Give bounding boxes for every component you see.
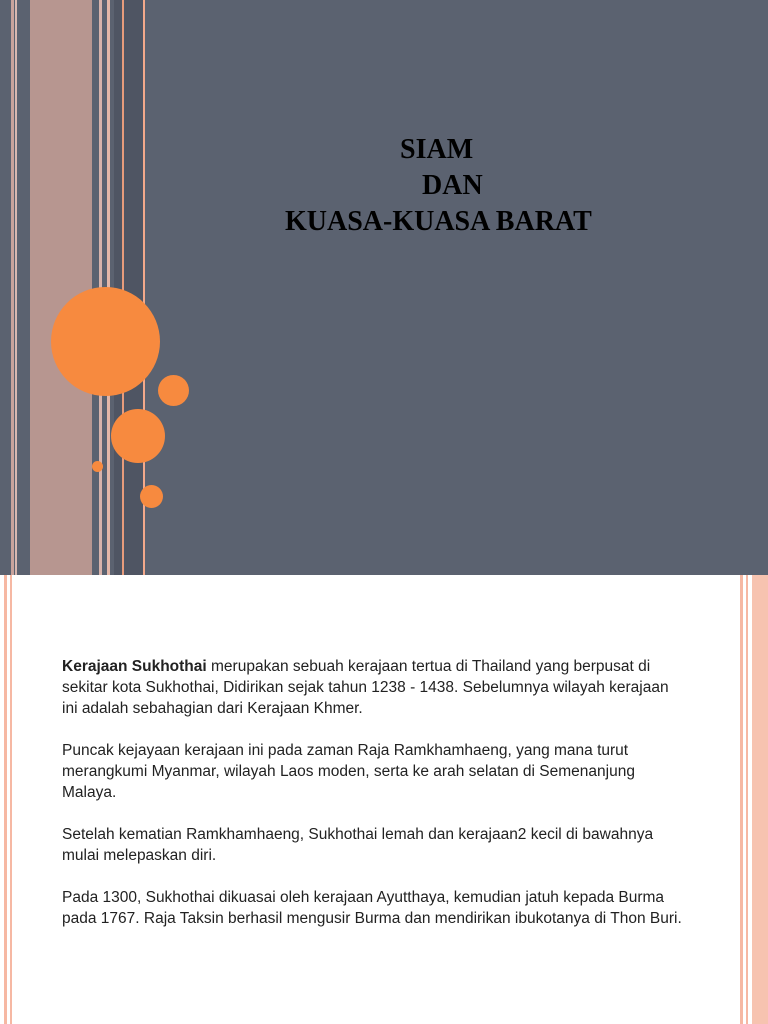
decor-stripe — [122, 0, 124, 575]
decor-stripe — [740, 575, 743, 1024]
title-line-2: DAN — [422, 170, 483, 201]
decor-stripe — [15, 0, 17, 575]
paragraph-1-bold: Kerajaan Sukhothai — [62, 658, 207, 675]
slide-title — [230, 132, 690, 240]
paragraph-3: Setelah kematian Ramkhamhaeng, Sukhothai lemah dan kerajaan2 kecil di bawahnya mulai melepaskan diri. — [62, 826, 654, 864]
decor-circle — [158, 375, 189, 406]
body-text — [62, 656, 682, 950]
decor-circle — [92, 461, 103, 472]
content-slide — [0, 575, 768, 1024]
title-line-3: KUASA-KUASA BARAT — [285, 206, 592, 237]
paragraph-1-text: merupakan sebuah kerajaan tertua di Thailand yang berpusat di sekitar kota Sukhothai, Didirikan sejak tahun 1238 - 1438. Sebelumnya wilayah kerajaan ini adalah sebahagian dari Kerajaan Khmer. — [62, 658, 669, 717]
paragraph-2: Puncak kejayaan kerajaan ini pada zaman Raja Ramkhamhaeng, yang mana turut merangkumi Myanmar, wilayah Laos moden, serta ke arah selatan di Semenanjung Malaya. — [62, 742, 635, 801]
decor-stripe — [752, 575, 768, 1024]
decor-stripe — [10, 575, 12, 1024]
decor-circle — [140, 485, 163, 508]
decor-stripe — [4, 575, 7, 1024]
title-line-1: SIAM — [400, 134, 474, 165]
paragraph-4: Pada 1300, Sukhothai dikuasai oleh kerajaan Ayutthaya, kemudian jatuh kepada Burma pada 1767. Raja Taksin berhasil mengusir Burma dan mendirikan ibukotanya di Thon Buri. — [62, 889, 682, 927]
paragraph-1 — [62, 656, 682, 719]
decor-circle — [51, 287, 160, 396]
decor-stripe — [30, 0, 92, 575]
decor-stripe — [11, 0, 14, 575]
decor-stripe — [114, 0, 144, 575]
decor-circle — [111, 409, 165, 463]
decor-stripe — [746, 575, 748, 1024]
